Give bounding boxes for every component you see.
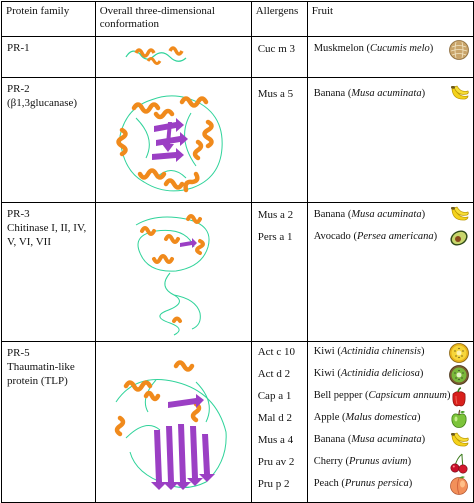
pr3-structure-image — [96, 203, 251, 341]
family-cell — [2, 37, 96, 78]
fruit-name: Muskmelon (Cucumis melo) — [313, 43, 434, 54]
allergen-cell — [251, 37, 307, 78]
allergen-name: Mus a 2 — [257, 209, 294, 221]
fruit-cell — [307, 78, 473, 203]
allergen-name: Act d 2 — [257, 368, 291, 380]
kiwi-icon — [448, 364, 470, 386]
table-row-pr1 — [2, 37, 474, 78]
allergen-name: Pru p 2 — [257, 478, 290, 490]
family-subtitle: (β1,3glucanase) — [7, 97, 78, 109]
pr2-structure-image — [96, 78, 251, 202]
fruit-name: Cherry (Prunus avium) — [313, 456, 412, 467]
pr1-structure-image — [96, 37, 251, 77]
family-label: PR-2 — [7, 83, 30, 95]
fruit-name: Avocado (Persea americana) — [313, 231, 438, 242]
peach-icon — [448, 474, 470, 496]
allergen-name: Act c 10 — [257, 346, 295, 358]
family-subtitle: V, VI, VII — [7, 236, 52, 248]
table-row-pr2 — [2, 78, 474, 203]
family-cell — [2, 342, 96, 503]
fruit-name: Banana (Musa acuminata) — [313, 88, 426, 99]
fruit-name: Bell pepper (Capsicum annuum) — [313, 390, 451, 401]
family-cell — [2, 203, 96, 342]
fruit-name: Kiwi (Actinidia chinensis) — [313, 346, 425, 357]
family-cell — [2, 78, 96, 203]
allergen-name: Pers a 1 — [257, 231, 293, 243]
allergen-name: Mus a 4 — [257, 434, 294, 446]
cherry-icon — [448, 452, 470, 474]
fruit-name: Banana (Musa acuminata) — [313, 434, 426, 445]
fruit-cell — [307, 342, 473, 503]
pr5-structure-image — [96, 342, 251, 502]
table-row-pr5 — [2, 342, 474, 503]
fruit-name: Kiwi (Actinidia deliciosa) — [313, 368, 424, 379]
fruit-cell — [307, 203, 473, 342]
header-row — [2, 2, 474, 37]
golden-kiwi-icon — [448, 342, 470, 364]
family-label: PR-1 — [7, 42, 30, 54]
header-fruit: Fruit — [307, 2, 473, 37]
allergen-name: Mus a 5 — [257, 88, 294, 100]
pr3-structure — [95, 203, 251, 342]
allergen-name: Mal d 2 — [257, 412, 292, 424]
family-subtitle: protein (TLP) — [7, 375, 68, 387]
family-subtitle: Chitinase I, II, IV, — [7, 222, 87, 234]
family-label: PR-3 — [7, 208, 30, 220]
family-label: PR-5 — [7, 347, 30, 359]
allergen-cell — [251, 203, 307, 342]
fruit-cell — [307, 37, 473, 78]
fruit-name: Apple (Malus domestica) — [313, 412, 421, 423]
bell-pepper-icon — [448, 386, 470, 408]
apple-icon — [448, 408, 470, 430]
allergen-cell — [251, 342, 307, 503]
banana-icon — [448, 430, 470, 452]
banana-icon — [448, 83, 470, 105]
fruit-name: Peach (Prunus persica) — [313, 478, 413, 489]
header-protein-family: Protein family — [2, 2, 96, 37]
banana-icon — [448, 204, 470, 226]
allergen-name: Cuc m 3 — [257, 43, 295, 55]
allergen-table — [1, 1, 474, 503]
fruit-name: Banana (Musa acuminata) — [313, 209, 426, 220]
table-row-pr3 — [2, 203, 474, 342]
pr5-structure — [95, 342, 251, 503]
avocado-icon — [448, 227, 470, 249]
muskmelon-icon — [448, 39, 470, 61]
pr1-structure — [95, 37, 251, 78]
header-allergens: Allergens — [251, 2, 307, 37]
pr2-structure — [95, 78, 251, 203]
allergen-name: Cap a 1 — [257, 390, 292, 402]
allergen-name: Pru av 2 — [257, 456, 295, 468]
family-subtitle: Thaumatin-like — [7, 361, 75, 373]
header-conformation: Overall three-dimensional conformation — [95, 2, 251, 37]
allergen-cell — [251, 78, 307, 203]
